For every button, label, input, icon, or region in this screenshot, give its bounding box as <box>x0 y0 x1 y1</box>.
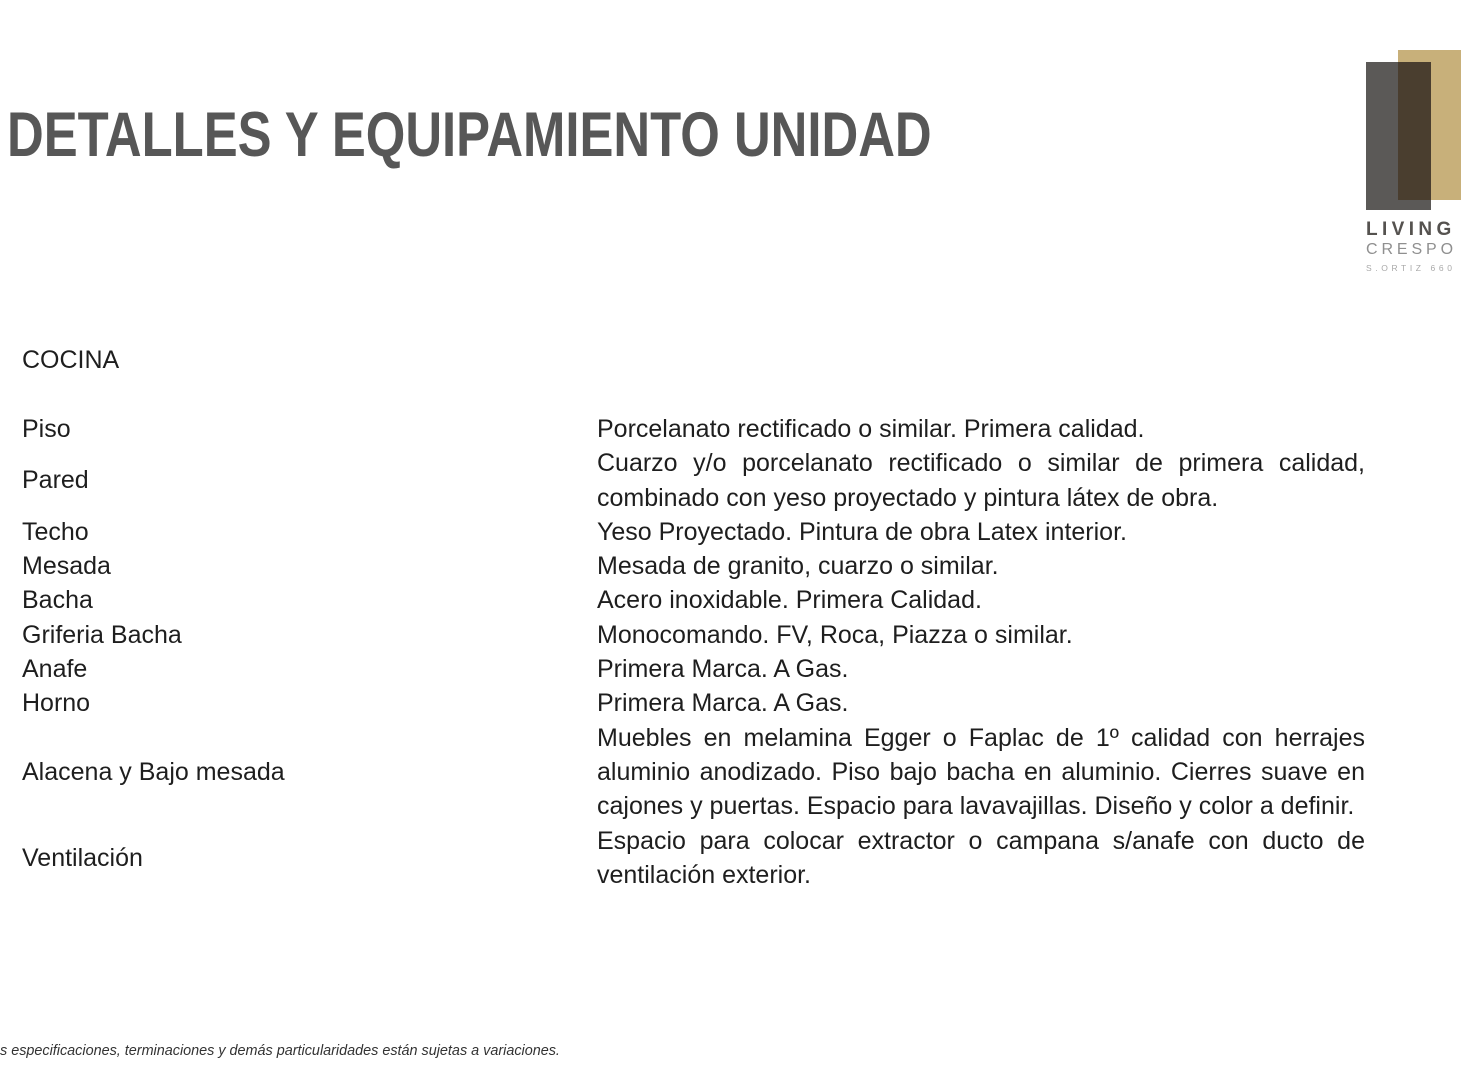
spec-description-line: Mesada de granito, cuarzo o similar. <box>597 552 999 581</box>
spec-description-line: ventilación exterior. <box>597 860 812 889</box>
spec-description-line: Monocomando. FV, Roca, Piazza o similar. <box>597 620 1073 649</box>
spec-row-alacena <box>22 721 1365 824</box>
spec-row-ventilacion <box>22 824 1365 893</box>
spec-description-line: Primera Marca. A Gas. <box>597 655 849 684</box>
spec-description-line: Espacio para colocar extractor o campana s/anafe con ducto de <box>597 826 1365 855</box>
spec-label: Mesada <box>22 552 111 581</box>
spec-label: Bacha <box>22 586 93 615</box>
spec-description <box>597 412 1365 446</box>
spec-label: Piso <box>22 415 71 443</box>
spec-description <box>597 583 1365 617</box>
logo-mark <box>1366 50 1461 210</box>
spec-description-line: combinado con yeso proyectado y pintura látex de obra. <box>597 483 1219 512</box>
spec-description <box>597 549 1365 583</box>
spec-description-line: Acero inoxidable. Primera Calidad. <box>597 586 982 615</box>
spec-description <box>597 824 1365 893</box>
spec-row-anafe <box>22 652 1365 686</box>
logo <box>1366 50 1461 280</box>
spec-table <box>22 412 1365 892</box>
spec-description-line: cajones y puertas. Espacio para lavavajillas. Diseño y color a definir. <box>597 792 1355 821</box>
spec-label: Alacena y Bajo mesada <box>22 757 285 786</box>
spec-row-mesada <box>22 549 1365 583</box>
spec-label: Ventilación <box>22 843 143 872</box>
spec-description-line: Yeso Proyectado. Pintura de obra Latex interior. <box>597 517 1127 546</box>
spec-row-techo <box>22 515 1365 549</box>
spec-description <box>597 652 1365 686</box>
spec-description-line: Primera Marca. A Gas. <box>597 689 849 718</box>
spec-description-line: Cuarzo y/o porcelanato rectificado o similar de primera calidad, <box>597 449 1365 478</box>
page-title: DETALLES Y EQUIPAMIENTO UNIDAD <box>7 100 932 170</box>
spec-description <box>597 515 1365 549</box>
spec-label: Techo <box>22 517 89 546</box>
spec-description-line: aluminio anodizado. Piso bajo bacha en aluminio. Cierres suave en <box>597 757 1365 786</box>
spec-row-griferia-bacha <box>22 618 1365 652</box>
logo-address: S.ORTIZ 660 <box>1366 263 1456 273</box>
spec-row-piso <box>22 412 1365 446</box>
spec-description-line: Porcelanato rectificado o similar. Primera calidad. <box>597 415 1145 443</box>
spec-description <box>597 446 1365 515</box>
spec-description-line: Muebles en melamina Egger o Faplac de 1º calidad con herrajes <box>597 723 1365 752</box>
spec-description <box>597 618 1365 652</box>
spec-label: Horno <box>22 689 91 718</box>
spec-description <box>597 721 1365 824</box>
section-title: COCINA <box>22 346 120 374</box>
spec-row-horno <box>22 686 1365 720</box>
logo-subtitle: CRESPO <box>1366 241 1457 258</box>
spec-label: Griferia Bacha <box>22 620 182 649</box>
spec-row-pared <box>22 446 1365 515</box>
logo-overlap-block <box>1398 62 1431 200</box>
footer-disclaimer: s especificaciones, terminaciones y demás particularidades están sujetas a variaciones. <box>0 1043 560 1059</box>
spec-description <box>597 686 1365 720</box>
logo-wordmark: LIVING <box>1366 219 1456 240</box>
spec-row-bacha <box>22 583 1365 617</box>
spec-label: Anafe <box>22 655 88 684</box>
spec-label: Pared <box>22 466 89 495</box>
